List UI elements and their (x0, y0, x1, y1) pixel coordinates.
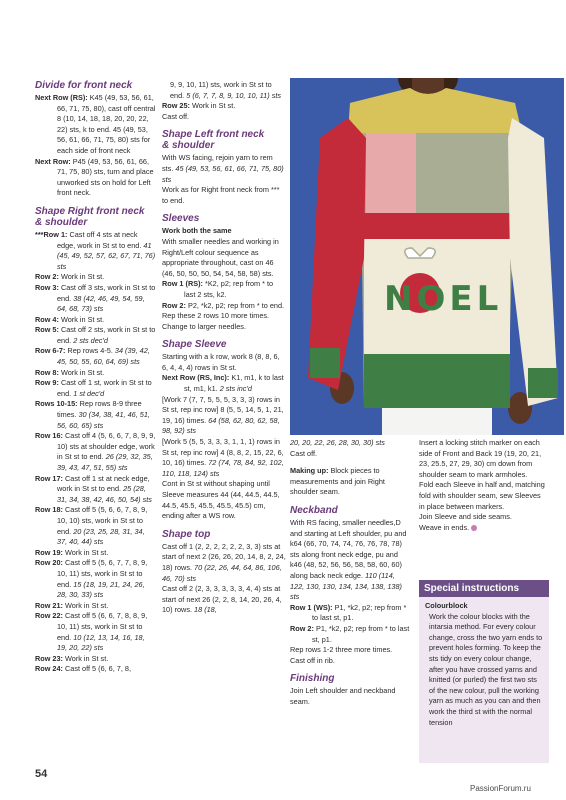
pattern-row: Row 9: Cast off 1 st, work in St st to end. 1 st dec'd (35, 378, 152, 398)
column-3 (290, 438, 410, 707)
special-instructions-title: Special instructions (419, 580, 549, 597)
paragraph-cast-off-col3: Cast off. (290, 448, 318, 458)
pattern-row: Row 23: Work in St st. (35, 653, 109, 663)
paragraph-shape-top-1: Cast off 1 (2, 2, 2, 2, 2, 2, 3, 3) sts at start of next 2 (26, 26, 20, 14, 8, 2, 24, 18) rows. 70 (22, 26, 44, 64, 86, 106, 46, 70) sts (162, 541, 286, 583)
paragraph-fold-sleeve: Fold each Sleeve in half and, matching fold with shoulder seam, sew Sleeves in place between markers. (419, 480, 545, 511)
paragraph-markers: Insert a locking stitch marker on each side of Front and Back 19 (19, 20, 21, 23, 25.5, 27, 29, 30) cm down from shoulder seam to mark armholes. (419, 438, 542, 479)
column-1 (35, 80, 156, 675)
paragraph-next-row: Next Row: P45 (49, 53, 56, 61, 66, 71, 75, 80) sts, turn and place unworked sts on hold for Left front neck. (35, 156, 154, 198)
paragraph-change-needles: Change to larger needles. (162, 321, 246, 331)
heading-shape-top: Shape top (162, 528, 211, 540)
paragraph-neckband-row-2: Row 2: P1, *k2, p2; rep from * to last st, p1. (290, 623, 410, 644)
pattern-row: Row 6-7: Rep rows 4-5. 34 (39, 42, 45, 50, 55, 60, 64, 69) sts (35, 346, 150, 367)
heading-shape-right-front-neck: Shape Right front neck & shoulder (35, 205, 145, 228)
red-band (364, 213, 510, 239)
special-instructions-body (419, 597, 549, 732)
heading-neckband: Neckband (290, 504, 338, 516)
right-neck-rows (35, 230, 156, 675)
paragraph-continued-col3: 20, 20, 22, 26, 28, 30, 30) sts (290, 438, 385, 447)
pattern-row: Row 8: Work in St st. (35, 367, 105, 377)
pattern-row: Row 20: Cast off 5 (5, 6, 7, 7, 8, 9, 10, 11) sts, work in St st to end. 15 (18, 19, 21, 24, 26, 28, 30, 33) sts (35, 558, 148, 600)
pattern-row: Row 16: Cast off 4 (5, 6, 6, 7, 8, 9, 9, 10) sts at shoulder edge, work in St st to end. 26 (29, 32, 35, 39, 43, 47, 51, 55) sts (35, 431, 156, 472)
knit-letters: NOEL (384, 279, 503, 319)
heading-shape-left-front-neck: Shape Left front neck & shoulder (162, 129, 265, 152)
colourblock-heading: Colourblock (425, 601, 468, 610)
colourblock-text: Work the colour blocks with the intarsia method. For every colour change, cross the two yarn ends to prevent holes forming. To keep the sts tidy on every colour change, after you have crossed yarns and knitted (or purled) the first two sts of the new colour, pull the working yarn as much as you can and then work the third st with the normal tension (429, 611, 543, 727)
paragraph-shape-top-2: Cast off 2 (2, 3, 3, 3, 3, 3, 4, 4) sts at start of next 26 (2, 2, 8, 14, 20, 26, 4, 10) rows. 18 (18, (162, 584, 282, 615)
heading-shape-sleeve: Shape Sleeve (162, 339, 227, 351)
pattern-row: Row 22: Cast off 5 (6, 6, 7, 8, 8, 9, 10, 11) sts, work in St st to end. 10 (12, 13, 14, 16, 18, 19, 20, 22) sts (35, 611, 148, 653)
paragraph-next-row-rs: Next Row (RS): K45 (49, 53, 56, 61, 66, 71, 75, 80), cast off central 8 (10, 14, 18, 18, 20, 20, 22, 22) sts, k to end. 45 (49, 53, 56, 61, 66, 71, 75, 80) sts for each side of front neck (35, 93, 156, 155)
heading-sleeves: Sleeves (162, 213, 200, 225)
paragraph-neckband-rep: Rep rows 1-2 three more times. (290, 645, 393, 655)
subheading-work-both: Work both the same (162, 226, 232, 236)
pattern-row: Row 5: Cast off 2 sts, work in St st to end. 2 sts dec'd (35, 325, 156, 345)
paragraph-neckband-cast-off: Cast off in rib. (290, 655, 335, 665)
paragraph-neckband-pickup: With RS facing, smaller needles,D and starting at Left shoulder, pu and k64 (66, 70, 74, 74, 76, 76, 78, 78) sts along front neck edge, pu and k46 (48, 52, 56, 56, 58, 58, 60, 60) along back neck edge. 110 (114, 122, 130, 130, 134, 134, 138, 138) sts (290, 517, 407, 602)
paragraph-work-as: Work as for Right front neck from *** to end. (162, 185, 280, 205)
pattern-row: Row 18: Cast off 5 (5, 6, 6, 7, 8, 9, 10, 10) sts, work in St st to end. 20 (23, 25, 28, 31, 34, 37, 40, 44) sts (35, 505, 148, 547)
paragraph-sleeve-row-1: Row 1 (RS): *K2, p2; rep from * to last 2 sts, k2. (162, 279, 274, 299)
column-4 (419, 438, 546, 533)
pattern-row: Row 3: Cast off 3 sts, work in St st to end. 38 (42, 46, 49, 54, 59, 64, 68, 73) sts (35, 282, 156, 314)
paragraph-neckband-row-1: Row 1 (WS): P1, *k2, p2; rep from * to last st, p1. (290, 602, 407, 623)
paragraph-shape-sleeve-1: Starting with a k row, work 8 (8, 8, 6, 6, 4, 4, 4) rows in St st. (162, 352, 280, 372)
end-dot-icon (471, 525, 477, 531)
paragraph-shape-sleeve-2: [Work 7 (7, 7, 5, 5, 5, 3, 3, 3) rows in St st, rep inc row] 8 (5, 5, 14, 5, 1, 21, 19, 16) times. 64 (58, 62, 80, 62, 58, 98, 92) sts (162, 394, 284, 436)
heading-finishing: Finishing (290, 673, 335, 685)
paragraph-shape-sleeve-3: [Work 5 (5, 5, 3, 3, 3, 1, 1, 1) rows in St st, rep inc row] 4 (8, 8, 2, 15, 22, 6, 10, 16) times. 72 (74, 78, 84, 92, 102, 110, 118, 124) sts (162, 437, 284, 478)
sweater-illustration (290, 78, 564, 435)
left-cuff (310, 348, 340, 378)
paragraph-row-25: Row 25: Work in St st. (162, 101, 236, 111)
paragraph-sleeve-row-2: Row 2: P2, *k2, p2; rep from * to end. (162, 300, 285, 310)
paragraph-join-seams: Join Sleeve and side seams. (419, 512, 512, 522)
column-2 (162, 80, 286, 616)
pattern-row: Row 2: Work in St st. (35, 272, 105, 282)
pattern-row: Row 19: Work in St st. (35, 547, 109, 557)
page-number: 54 (35, 768, 48, 780)
special-instructions-box (419, 580, 549, 763)
sweater-photo (290, 78, 564, 435)
paragraph-weave-ends: Weave in ends. (419, 523, 546, 534)
paragraph-continued: 9, 9, 10, 11) sts, work in St st to end. 5 (6, 7, 7, 8, 9, 10, 10, 11) sts (170, 80, 282, 100)
watermark: PassionForum.ru (470, 784, 531, 793)
pattern-row: Row 21: Work in St st. (35, 600, 109, 610)
paragraph-finishing: Join Left shoulder and neckband seam. (290, 686, 396, 706)
green-rib (364, 354, 510, 408)
paragraph-rejoin: With WS facing, rejoin yarn to rem sts. 45 (49, 53, 56, 61, 66, 71, 75, 80) sts (162, 153, 284, 184)
heading-divide-front-neck: Divide for front neck (35, 80, 133, 91)
paragraph-sleeves-cast-on: With smaller needles and working in Right/Left colour sequence as appropriate throughout, cast on 46 (46, 50, 50, 50, 54, 54, 58, 58) sts. (162, 236, 279, 278)
pattern-row: Row 24: Cast off 5 (6, 6, 7, 8, (35, 664, 131, 674)
right-cuff (528, 368, 558, 398)
paragraph-shape-sleeve-4: Cont in St st without shaping until Sleeve measures 44 (44, 44.5, 44.5, 44.5, 45.5, 45.5, 45.5, 45.5) cm, ending after a WS row. (162, 479, 280, 521)
paragraph-rep-rows: Rep these 2 rows 10 more times. (162, 311, 270, 321)
paragraph-making-up: Making up: Block pieces to measurements and join Right shoulder seam. (290, 466, 385, 497)
pattern-row: ***Row 1: Cast off 4 sts at neck edge, work in St st to end. 41 (45, 49, 52, 57, 62, 67, 71, 76) sts (35, 229, 156, 271)
pattern-row: Rows 10-15: Rep rows 8-9 three times. 30 (34, 38, 41, 46, 51, 56, 60, 65) sts (35, 399, 150, 430)
pattern-row: Row 4: Work in St st. (35, 314, 105, 324)
paragraph-cast-off: Cast off. (162, 111, 190, 121)
pattern-row: Row 17: Cast off 1 st at neck edge, work in St st to end. 25 (28, 31, 34, 38, 42, 46, 50, 54) sts (35, 473, 152, 504)
paragraph-next-row-inc: Next Row (RS, Inc): K1, m1, k to last st, m1, k1. 2 sts inc'd (162, 373, 284, 394)
